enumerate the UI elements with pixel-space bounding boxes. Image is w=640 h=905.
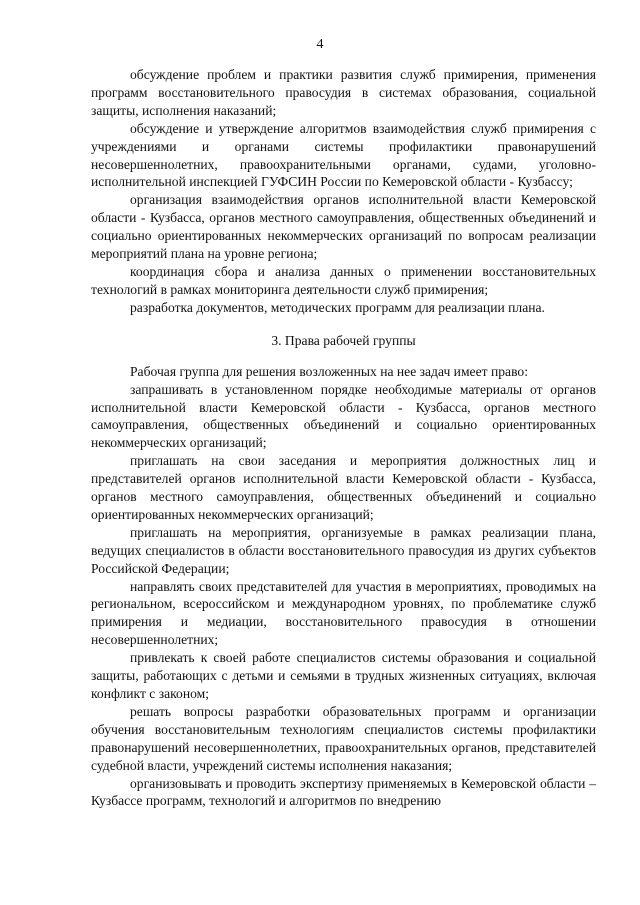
- paragraph: запрашивать в установленном порядке необходимые материалы от органов исполнительной власти Кемеровской области - Кузбасса, органов местного самоуправления, общественных объединений и социально ориентированных некоммерческих организаций;: [91, 381, 596, 451]
- paragraph: приглашать на свои заседания и мероприятия должностных лиц и представителей органов исполнительной власти Кемеровской области - Кузбасса, органов местного самоуправления, общественных объединений и социально ориентированных некоммерческих организаций;: [91, 453, 596, 522]
- paragraph: разработка документов, методических программ для реализации плана.: [130, 299, 545, 315]
- paragraph: Рабочая группа для решения возложенных на нее задач имеет право:: [130, 363, 528, 379]
- paragraph: координация сбора и анализа данных о применении восстановительных технологий в рамках мониторинга деятельности служб примирения;: [91, 263, 596, 297]
- paragraph: обсуждение и утверждение алгоритмов взаимодействия служб примирения с учреждениями и органами системы профилактики правонарушений несовершеннолетних, правоохранительными органами, судами, уголовно-исполнительной инспекцией ГУФСИН России по Кемеровской области - Кузбассу;: [91, 120, 596, 190]
- paragraph: приглашать на мероприятия, организуемые в рамках реализации плана, ведущих специалистов в области восстановительного правосудия из других субъектов Российской Федерации;: [91, 524, 596, 576]
- paragraph: направлять своих представителей для участия в мероприятиях, проводимых на региональном, всероссийском и международном уровнях, по проблематике служб примирения и медиации, восстановительного правосудия в отношении несовершеннолетних;: [91, 578, 596, 648]
- page-number: 4: [316, 37, 324, 52]
- paragraph: организовывать и проводить экспертизу применяемых в Кемеровской области – Кузбассе программ, технологий и алгоритмов по внедрению: [91, 775, 596, 809]
- paragraph: обсуждение проблем и практики развития служб примирения, применения программ восстановительного правосудия в системах образования, социальной защиты, исполнения наказаний;: [91, 67, 596, 118]
- section-heading: 3. Права рабочей группы: [271, 332, 416, 348]
- paragraph: привлекать к своей работе специалистов системы образования и социальной защиты, работающих с детьми и семьями в трудных жизненных ситуациях, включая конфликт с законом;: [91, 650, 596, 701]
- document-body: [91, 66, 596, 810]
- paragraph: организация взаимодействия органов исполнительной власти Кемеровской области - Кузбасса, органов местного самоуправления, общественных объединений и социально ориентированных некоммерческих организаций по вопросам реализации мероприятий плана на уровне региона;: [91, 192, 596, 262]
- paragraph: решать вопросы разработки образовательных программ и организации обучения восстановительным технологиям специалистов системы профилактики правонарушений несовершеннолетних, правоохранительных органов, представителей судебной власти, учреждений системы исполнения наказания;: [91, 703, 596, 773]
